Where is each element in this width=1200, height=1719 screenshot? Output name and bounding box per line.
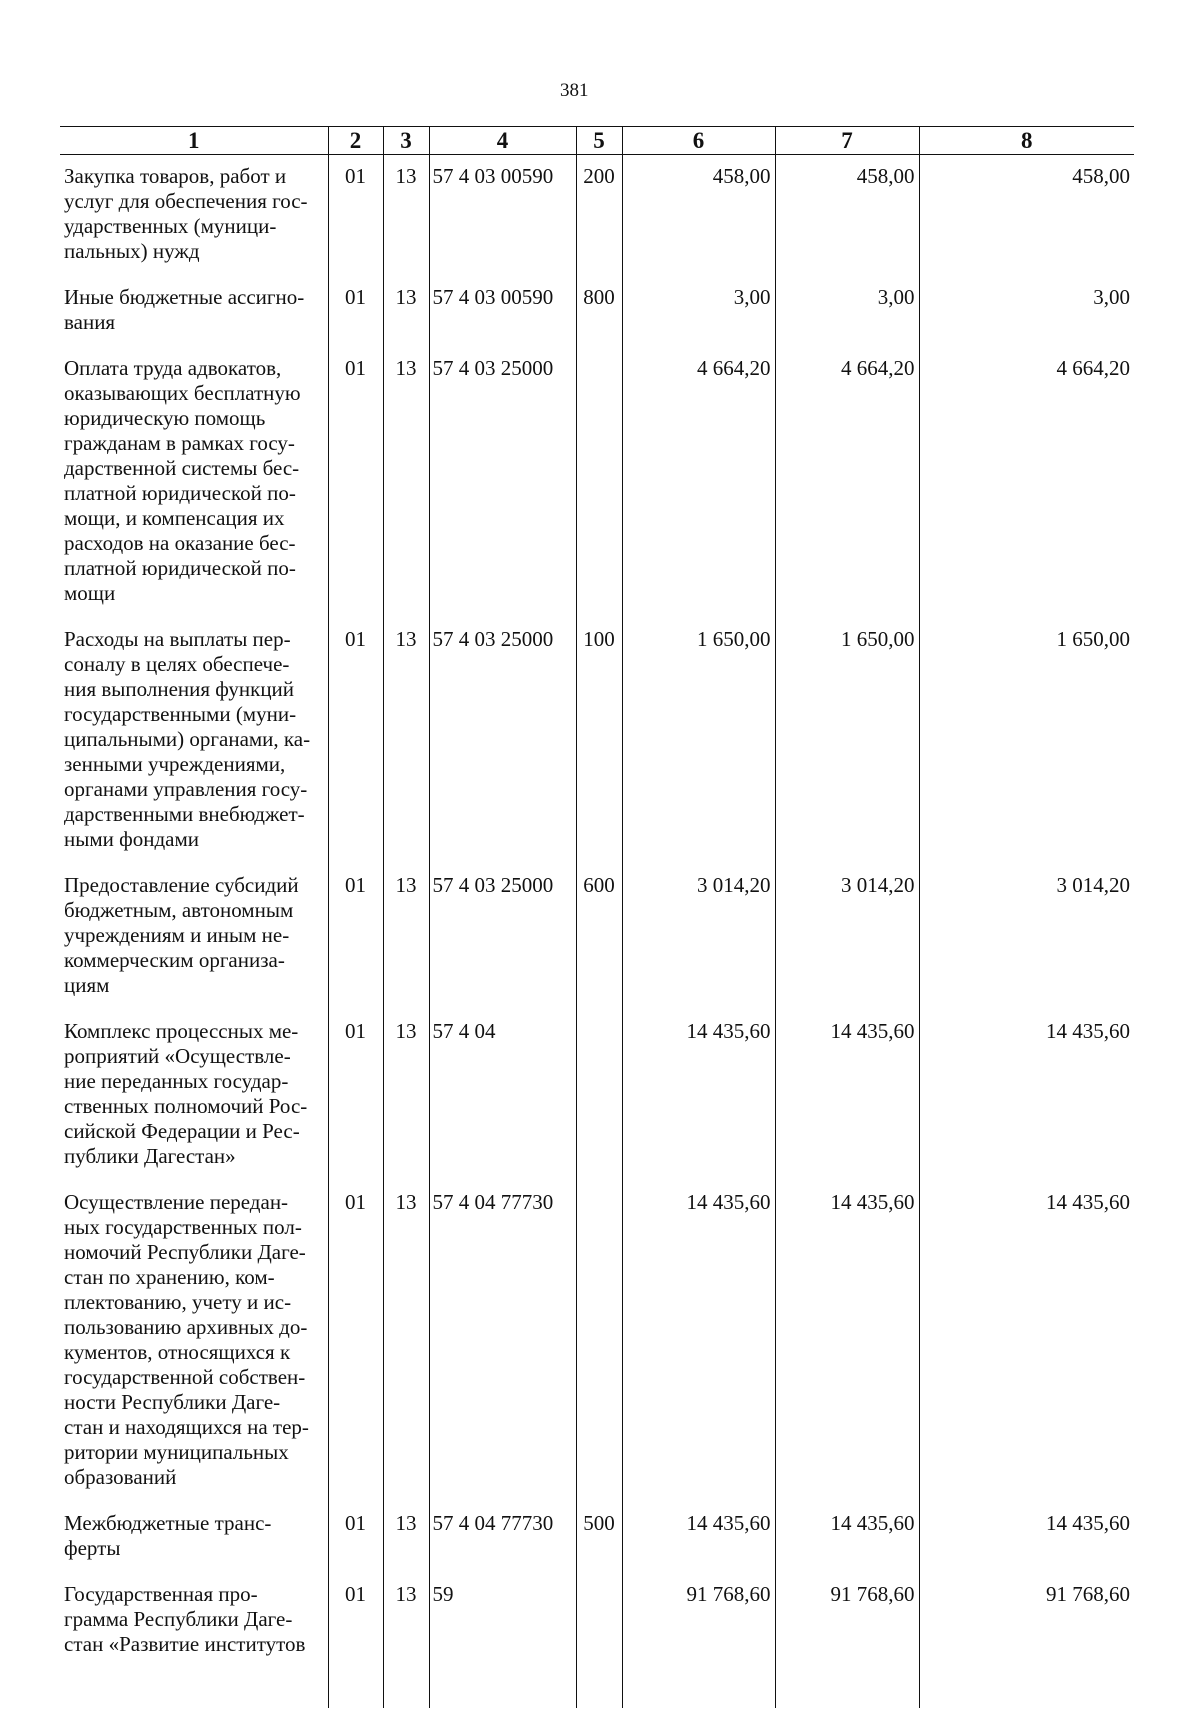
row-section: 01 [328,155,383,277]
row-value-col6: 14 435,60 [622,1502,775,1573]
row-section: 01 [328,1181,383,1502]
row-expense-type [576,1181,622,1502]
row-name: Комплекс процессных ме- роприятий «Осуществле- ние переданных государ- ственных полномочий Рос- сийской Федерации и Рес- публики Дагестан» [64,1019,308,1168]
table-row [60,1502,1134,1573]
row-target-article: 57 4 03 00590 [429,155,576,277]
row-value-col6: 1 650,00 [622,618,775,864]
row-value-col6: 3 014,20 [622,864,775,1010]
row-name: Осуществление передан- ных государственных пол- номочий Республики Даге- стан по хранению, ком- плектованию, учету и ис- пользованию архивных до- кументов, относящихся к государственной собствен- ности Республики Даге- стан и находящихся на тер- ритории муниципальных образований [64,1190,309,1489]
row-value-col6: 458,00 [622,155,775,277]
table-row [60,347,1134,618]
row-value-col8: 3,00 [919,276,1134,347]
row-value-col6: 3,00 [622,276,775,347]
table-row [60,864,1134,1010]
row-value-col8: 14 435,60 [919,1010,1134,1181]
row-value-col7: 1 650,00 [775,618,919,864]
row-target-article: 57 4 03 00590 [429,276,576,347]
row-expense-type [576,347,622,618]
row-value-col7: 14 435,60 [775,1502,919,1573]
row-value-col6: 4 664,20 [622,347,775,618]
row-target-article: 57 4 03 25000 [429,618,576,864]
row-target-article: 57 4 04 77730 [429,1181,576,1502]
row-value-col8: 14 435,60 [919,1181,1134,1502]
row-value-col7: 3 014,20 [775,864,919,1010]
row-subsection: 13 [383,618,429,864]
row-name: Закупка товаров, работ и услуг для обеспечения гос- ударственных (муници- пальных) нужд [64,164,308,263]
row-expense-type: 500 [576,1502,622,1573]
table-row [60,1010,1134,1181]
row-expense-type: 600 [576,864,622,1010]
row-expense-type: 800 [576,276,622,347]
row-value-col8: 458,00 [919,155,1134,277]
header-col-3: 3 [383,127,429,155]
page-number: 381 [560,80,589,101]
row-target-article: 57 4 03 25000 [429,347,576,618]
header-col-6: 6 [622,127,775,155]
header-col-7: 7 [775,127,919,155]
table-continuation [60,1669,1134,1708]
row-subsection: 13 [383,864,429,1010]
row-subsection: 13 [383,1573,429,1669]
row-name: Оплата труда адвокатов, оказывающих бесплатную юридическую помощь гражданам в рамках госу- дарственной системы бес- платной юридической по- мощи, и компенсация их расходов на оказание бес- платной юридической по- мощи [64,356,301,605]
row-expense-type [576,1573,622,1669]
row-name: Иные бюджетные ассигно- вания [64,285,305,334]
row-value-col7: 14 435,60 [775,1010,919,1181]
row-value-col6: 14 435,60 [622,1181,775,1502]
header-col-2: 2 [328,127,383,155]
row-value-col8: 14 435,60 [919,1502,1134,1573]
row-section: 01 [328,1010,383,1181]
row-section: 01 [328,1502,383,1573]
table-row [60,276,1134,347]
row-section: 01 [328,618,383,864]
row-subsection: 13 [383,1010,429,1181]
table-row [60,155,1134,277]
row-section: 01 [328,276,383,347]
table-row [60,1181,1134,1502]
row-subsection: 13 [383,155,429,277]
row-value-col7: 3,00 [775,276,919,347]
row-value-col8: 4 664,20 [919,347,1134,618]
row-section: 01 [328,347,383,618]
row-name: Предоставление субсидий бюджетным, автономным учреждениям и иным не- коммерческим организа- циям [64,873,299,997]
budget-table [60,127,1134,1708]
row-value-col8: 91 768,60 [919,1573,1134,1669]
header-col-4: 4 [429,127,576,155]
row-section: 01 [328,1573,383,1669]
row-target-article: 59 [429,1573,576,1669]
row-value-col6: 14 435,60 [622,1010,775,1181]
header-col-5: 5 [576,127,622,155]
row-subsection: 13 [383,1181,429,1502]
row-value-col8: 1 650,00 [919,618,1134,864]
row-value-col7: 14 435,60 [775,1181,919,1502]
table-row [60,618,1134,864]
row-value-col7: 91 768,60 [775,1573,919,1669]
row-target-article: 57 4 04 77730 [429,1502,576,1573]
header-col-1: 1 [60,127,328,155]
table-header [60,127,1134,155]
table-body [60,155,1134,1709]
row-name: Расходы на выплаты пер- соналу в целях обеспече- ния выполнения функций государственными (муни- ципальными) органами, ка- зенными учреждениями, органами управления госу- дарственными внебюджет- ными фондами [64,627,311,851]
row-section: 01 [328,864,383,1010]
row-subsection: 13 [383,1502,429,1573]
row-value-col7: 4 664,20 [775,347,919,618]
row-value-col8: 3 014,20 [919,864,1134,1010]
row-subsection: 13 [383,276,429,347]
row-value-col7: 458,00 [775,155,919,277]
row-subsection: 13 [383,347,429,618]
row-target-article: 57 4 04 [429,1010,576,1181]
row-name: Государственная про- грамма Республики Даге- стан «Развитие институтов [64,1582,306,1656]
row-expense-type: 200 [576,155,622,277]
row-target-article: 57 4 03 25000 [429,864,576,1010]
row-expense-type [576,1010,622,1181]
row-value-col6: 91 768,60 [622,1573,775,1669]
table-row [60,1573,1134,1669]
row-expense-type: 100 [576,618,622,864]
header-col-8: 8 [919,127,1134,155]
row-name: Межбюджетные транс- ферты [64,1511,272,1560]
header-row [60,127,1134,155]
